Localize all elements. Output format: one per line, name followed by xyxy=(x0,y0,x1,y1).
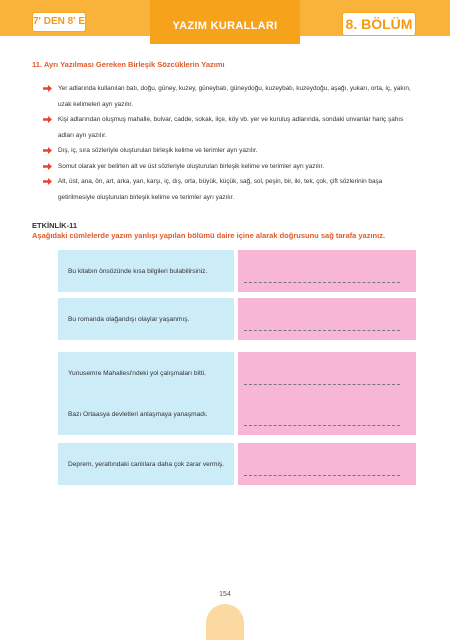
rule-item xyxy=(58,174,418,205)
exercise-sentence: Bu romanda olağandışı olaylar yaşanmış. xyxy=(68,315,190,323)
rule-item xyxy=(58,112,418,143)
exercise-sentence: Yunusemre Mahallesi'ndeki yol çalışmaları bitti. xyxy=(68,369,206,377)
rule-text: Dış, iç, sıra sözleriyle oluşturulan birleşik kelime ve terimler ayrı yazılır. xyxy=(58,147,258,154)
answer-line[interactable] xyxy=(244,282,400,283)
grade-tag: 7' DEN 8' E xyxy=(32,12,86,32)
header-title: YAZIM KURALLARI xyxy=(172,20,278,32)
exercise-row xyxy=(58,443,416,485)
page-number: 154 xyxy=(219,591,231,598)
page-header xyxy=(0,0,450,44)
answer-box[interactable] xyxy=(238,443,416,485)
answer-line[interactable] xyxy=(244,384,400,385)
exercise-sentence: Deprem, yeraltındaki canlılara daha çok zarar vermiş. xyxy=(68,460,225,468)
rule-item xyxy=(58,159,418,175)
answer-box[interactable] xyxy=(238,352,416,394)
arrow-bullet-icon xyxy=(43,163,52,170)
arrow-bullet-icon xyxy=(43,85,52,92)
rule-item xyxy=(58,143,418,159)
answer-line[interactable] xyxy=(244,425,400,426)
answer-line[interactable] xyxy=(244,330,400,331)
rule-text: Kişi adlarından oluşmuş mahalle, bulvar, cadde, sokak, ilçe, köy vb. yer ve kuruluş adlarında, sondaki unvanlar hariç şahıs adları ayrı yazılır. xyxy=(58,116,404,139)
exercise-row xyxy=(58,298,416,340)
activity-title: ETKİNLİK-11 xyxy=(32,221,78,230)
answer-box[interactable] xyxy=(238,393,416,435)
section-title: 11. Ayrı Yazılması Gereken Birleşik Sözcüklerin Yazımı xyxy=(32,60,225,69)
arrow-bullet-icon xyxy=(43,116,52,123)
chapter-tag: 8. BÖLÜM xyxy=(342,12,416,36)
exercise-sentence: Bazı Ortaasya devletleri anlaşmaya yanaşmadı. xyxy=(68,410,208,418)
activity-instruction: Aşağıdaki cümlelerde yazım yanlışı yapılan bölümü daire içine alarak doğrusunu sağ tarafa yazınız. xyxy=(32,231,386,240)
rule-text: Alt, üst, ana, ön, art, arka, yan, karşı, iç, dış, orta, büyük, küçük, sağ, sol, peşin, bir, iki, tek, çok, çift sözlerinin başa getirilmesiyle oluşturulan birleşik kelime ve terimler ayrı yazılır. xyxy=(58,178,383,201)
exercise-row xyxy=(58,250,416,292)
answer-box[interactable] xyxy=(238,250,416,292)
rules-list xyxy=(58,81,418,205)
answer-line[interactable] xyxy=(244,475,400,476)
arrow-bullet-icon xyxy=(43,147,52,154)
page-number-tab xyxy=(206,604,244,640)
rule-text: Yer adlarında kullanılan batı, doğu, güney, kuzey, güneybatı, güneydoğu, kuzeybatı, kuzeydoğu, aşağı, yukarı, orta, iç, yakın, uzak kelimeleri ayrı yazılır. xyxy=(58,85,411,108)
rule-text: Somut olarak yer belirten alt ve üst sözleriyle oluşturulan birleşik kelime ve terimler ayrı yazılır. xyxy=(58,162,325,170)
exercise-row xyxy=(58,352,416,394)
answer-box[interactable] xyxy=(238,298,416,340)
exercise-sentence: Bu kitabın önsözünde kısa bilgileri bulabilirsiniz. xyxy=(68,267,208,275)
rule-item xyxy=(58,81,418,112)
arrow-bullet-icon xyxy=(43,178,52,185)
exercise-row xyxy=(58,393,416,435)
